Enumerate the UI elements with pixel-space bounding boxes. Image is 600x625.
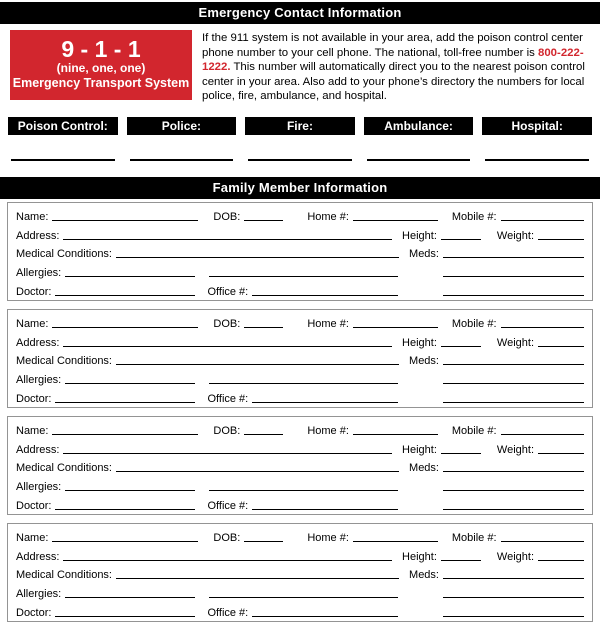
office-number-label: Office #:	[207, 606, 249, 619]
doctor-row	[16, 602, 584, 621]
medical-conditions-blank-line	[116, 471, 399, 472]
home-number-label: Home #:	[307, 531, 349, 544]
allergies-extra-blank-line	[209, 383, 398, 384]
hospital-blank-line	[485, 159, 589, 161]
medical-conditions-row	[16, 458, 584, 477]
office-number-blank-line	[252, 295, 398, 296]
meds-blank-line	[443, 257, 584, 258]
meds-extra-blank-line	[443, 597, 584, 598]
doctor-blank-line	[55, 616, 195, 617]
meds-label: Meds:	[409, 248, 439, 261]
doctor-row	[16, 281, 584, 300]
height-label: Height:	[402, 443, 437, 456]
family-member-title: Family Member Information	[212, 179, 388, 195]
name-label: Name:	[16, 317, 49, 330]
mobile-number-blank-line	[501, 327, 584, 328]
address-row	[16, 546, 584, 565]
fire-blank-line	[248, 159, 352, 161]
weight-blank-line	[538, 453, 584, 454]
address-label: Address:	[16, 443, 60, 456]
office-number-blank-line	[252, 509, 398, 510]
dob-blank-line	[244, 327, 283, 328]
name-dob-row	[16, 313, 584, 332]
allergies-blank-line	[65, 490, 195, 491]
ambulance-blank-line	[367, 159, 471, 161]
family-member-header-bar	[0, 177, 600, 199]
home-number-blank-line	[353, 327, 438, 328]
meds-extra-blank-line-2	[443, 509, 584, 510]
dob-blank-line	[244, 434, 283, 435]
mobile-number-label: Mobile #:	[451, 424, 497, 437]
family-member-block	[7, 309, 593, 408]
name-label: Name:	[16, 210, 49, 223]
allergies-row	[16, 476, 584, 495]
allergies-blank-line	[65, 597, 195, 598]
paragraph-text-after-phone: This number will automatically direct you to the nearest poison control center in your area. Also add to your phone’s directory the numbers for local police, fire, ambulance, and hospital.	[202, 61, 585, 103]
height-label: Height:	[402, 229, 437, 242]
poison-control-phone-number: 800-222-1222.	[202, 46, 584, 74]
nine-one-one-number: 9 - 1 - 1	[61, 36, 141, 62]
mobile-number-blank-line	[501, 434, 584, 435]
medical-conditions-row	[16, 351, 584, 370]
address-blank-line	[63, 453, 392, 454]
dob-label: DOB:	[213, 531, 241, 544]
poison-control-blank-line	[11, 159, 115, 161]
name-blank-line	[52, 327, 198, 328]
contact-labels-row	[8, 117, 592, 135]
family-member-blocks	[7, 202, 593, 622]
address-row	[16, 225, 584, 244]
name-dob-row	[16, 420, 584, 439]
home-number-label: Home #:	[307, 317, 349, 330]
medical-conditions-label: Medical Conditions:	[16, 462, 112, 475]
nine-one-one-box	[10, 30, 192, 100]
office-number-label: Office #:	[207, 499, 249, 512]
doctor-blank-line	[55, 295, 195, 296]
name-label: Name:	[16, 424, 49, 437]
weight-label: Weight:	[496, 443, 534, 456]
allergies-blank-line	[65, 276, 195, 277]
height-blank-line	[441, 560, 481, 561]
name-blank-line	[52, 220, 198, 221]
address-label: Address:	[16, 229, 60, 242]
contact-label-police: Police:	[127, 117, 237, 135]
mobile-number-blank-line	[501, 220, 584, 221]
meds-label: Meds:	[409, 462, 439, 475]
address-row	[16, 439, 584, 458]
weight-blank-line	[538, 239, 584, 240]
doctor-label: Doctor:	[16, 285, 52, 298]
name-label: Name:	[16, 531, 49, 544]
medical-conditions-blank-line	[116, 257, 399, 258]
allergies-blank-line	[65, 383, 195, 384]
emergency-transport-system-label: Emergency Transport System	[12, 76, 190, 90]
dob-blank-line	[244, 220, 283, 221]
weight-label: Weight:	[496, 229, 534, 242]
meds-extra-blank-line-2	[443, 402, 584, 403]
home-number-blank-line	[353, 220, 438, 221]
medical-conditions-row	[16, 244, 584, 263]
allergies-label: Allergies:	[16, 481, 62, 494]
office-number-blank-line	[252, 616, 398, 617]
meds-extra-blank-line	[443, 383, 584, 384]
family-member-block	[7, 416, 593, 515]
address-blank-line	[63, 346, 392, 347]
height-label: Height:	[402, 550, 437, 563]
allergies-label: Allergies:	[16, 374, 62, 387]
allergies-row	[16, 369, 584, 388]
meds-blank-line	[443, 364, 584, 365]
home-number-blank-line	[353, 541, 438, 542]
allergies-extra-blank-line	[209, 276, 398, 277]
contact-label-hospital: Hospital:	[482, 117, 592, 135]
emergency-contact-title: Emergency Contact Information	[198, 5, 402, 20]
contact-label-poison-control: Poison Control:	[8, 117, 118, 135]
weight-label: Weight:	[496, 550, 534, 563]
allergies-extra-blank-line	[209, 490, 398, 491]
meds-extra-blank-line	[443, 490, 584, 491]
dob-blank-line	[244, 541, 283, 542]
allergies-label: Allergies:	[16, 588, 62, 601]
address-blank-line	[63, 560, 392, 561]
medical-conditions-label: Medical Conditions:	[16, 355, 112, 368]
home-number-label: Home #:	[307, 210, 349, 223]
office-number-blank-line	[252, 402, 398, 403]
doctor-blank-line	[55, 509, 195, 510]
home-number-blank-line	[353, 434, 438, 435]
meds-extra-blank-line	[443, 276, 584, 277]
family-member-block	[7, 523, 593, 622]
contact-write-in-lines-row	[11, 159, 589, 161]
dob-label: DOB:	[213, 210, 241, 223]
meds-extra-blank-line-2	[443, 616, 584, 617]
mobile-number-label: Mobile #:	[451, 317, 497, 330]
meds-blank-line	[443, 471, 584, 472]
police-blank-line	[130, 159, 234, 161]
home-number-label: Home #:	[307, 424, 349, 437]
name-blank-line	[52, 541, 198, 542]
medical-conditions-blank-line	[116, 578, 399, 579]
name-dob-row	[16, 527, 584, 546]
height-blank-line	[441, 346, 481, 347]
weight-label: Weight:	[496, 336, 534, 349]
doctor-label: Doctor:	[16, 392, 52, 405]
address-blank-line	[63, 239, 392, 240]
intro-section	[10, 30, 592, 104]
meds-extra-blank-line-2	[443, 295, 584, 296]
name-dob-row	[16, 206, 584, 225]
poison-control-paragraph	[202, 30, 592, 104]
medical-conditions-label: Medical Conditions:	[16, 569, 112, 582]
meds-label: Meds:	[409, 569, 439, 582]
meds-blank-line	[443, 578, 584, 579]
mobile-number-label: Mobile #:	[451, 531, 497, 544]
allergies-label: Allergies:	[16, 267, 62, 280]
mobile-number-blank-line	[501, 541, 584, 542]
height-blank-line	[441, 453, 481, 454]
doctor-row	[16, 495, 584, 514]
dob-label: DOB:	[213, 317, 241, 330]
dob-label: DOB:	[213, 424, 241, 437]
allergies-extra-blank-line	[209, 597, 398, 598]
address-row	[16, 332, 584, 351]
doctor-label: Doctor:	[16, 606, 52, 619]
weight-blank-line	[538, 346, 584, 347]
mobile-number-label: Mobile #:	[451, 210, 497, 223]
height-label: Height:	[402, 336, 437, 349]
office-number-label: Office #:	[207, 392, 249, 405]
family-member-block	[7, 202, 593, 301]
name-blank-line	[52, 434, 198, 435]
office-number-label: Office #:	[207, 285, 249, 298]
weight-blank-line	[538, 560, 584, 561]
doctor-row	[16, 388, 584, 407]
doctor-label: Doctor:	[16, 499, 52, 512]
medical-conditions-blank-line	[116, 364, 399, 365]
meds-label: Meds:	[409, 355, 439, 368]
contact-label-ambulance: Ambulance:	[364, 117, 474, 135]
nine-one-one-words: (nine, one, one)	[56, 61, 146, 75]
height-blank-line	[441, 239, 481, 240]
medical-conditions-label: Medical Conditions:	[16, 248, 112, 261]
address-label: Address:	[16, 336, 60, 349]
address-label: Address:	[16, 550, 60, 563]
doctor-blank-line	[55, 402, 195, 403]
emergency-contact-header-bar	[0, 2, 600, 24]
medical-conditions-row	[16, 565, 584, 584]
paragraph-text-before-phone: If the 911 system is not available in your area, add the poison control center phone number to your cell phone. The national, toll-free number is	[202, 32, 583, 59]
allergies-row	[16, 583, 584, 602]
contact-label-fire: Fire:	[245, 117, 355, 135]
allergies-row	[16, 262, 584, 281]
